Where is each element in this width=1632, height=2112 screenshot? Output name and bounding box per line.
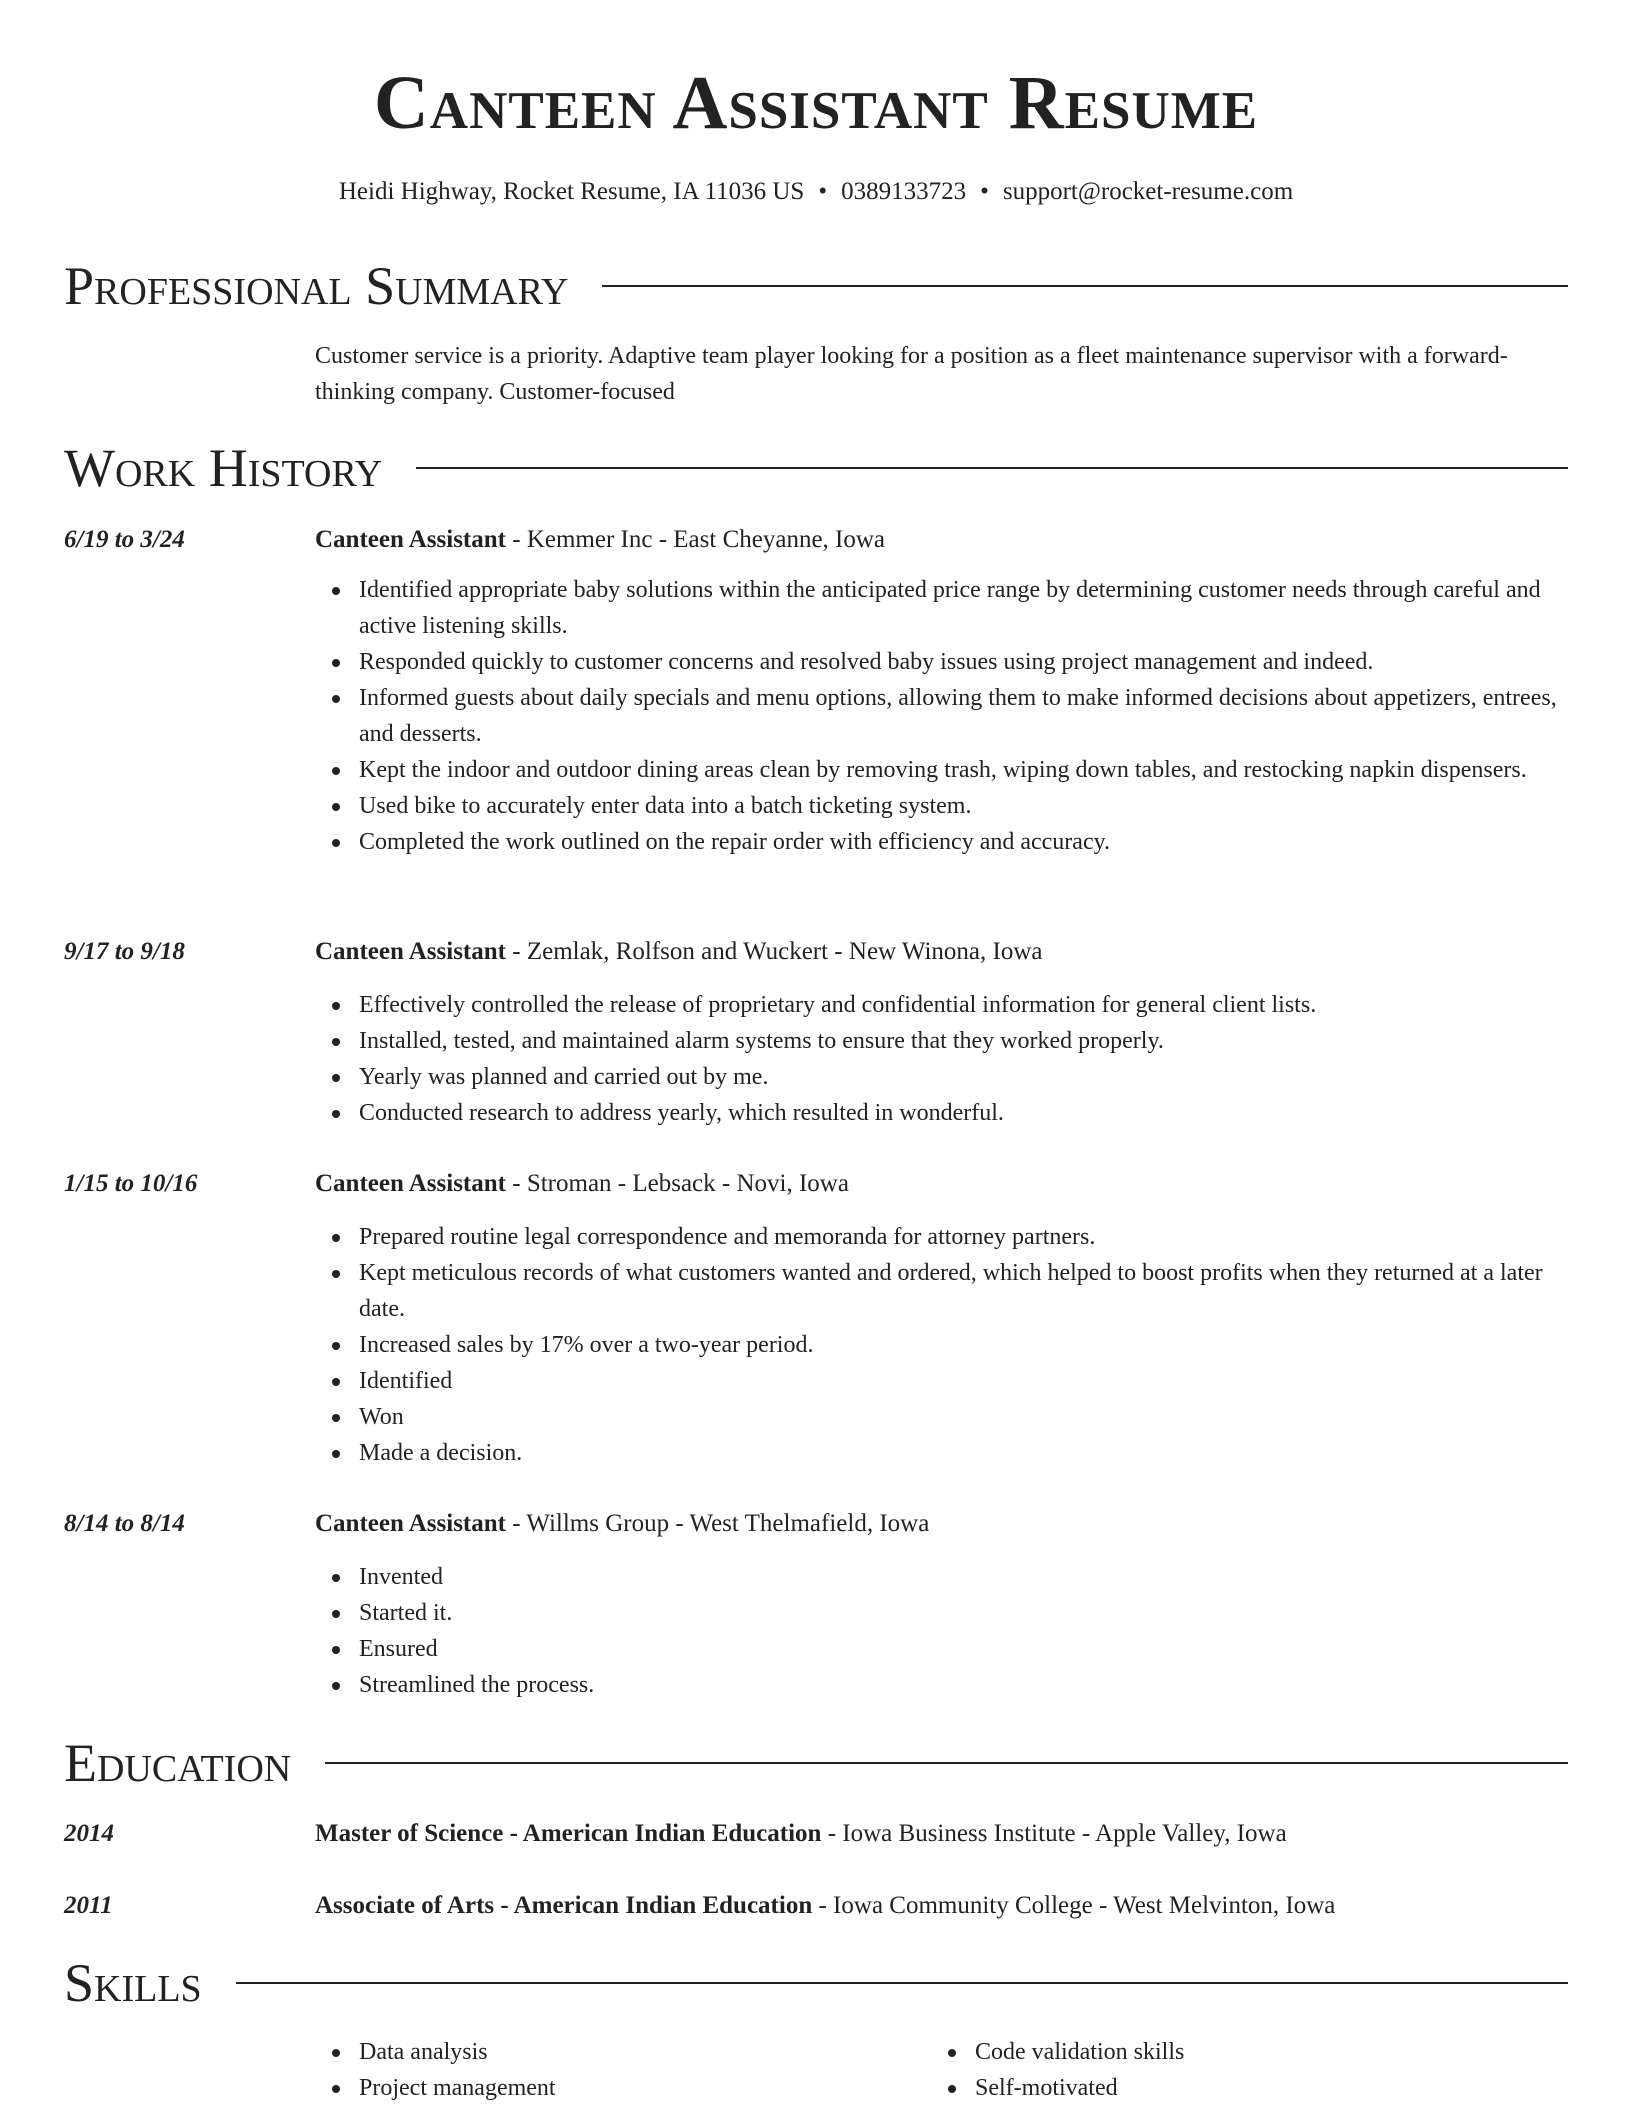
section-title: Skills	[64, 1953, 202, 2013]
list-item: Kept the indoor and outdoor dining areas clean by removing trash, wiping down tables, and restocking napkin dispensers.	[315, 752, 1568, 788]
skill-item: Self-motivated	[931, 2070, 1547, 2106]
work-heading	[315, 1166, 1568, 1202]
work-heading	[315, 522, 1568, 558]
list-item: Started it.	[315, 1595, 1568, 1631]
degree-title: Master of Science - American Indian Education	[315, 1820, 822, 1847]
section-professional-summary	[64, 256, 1568, 316]
work-date: 8/14 to 8/14	[64, 1510, 185, 1537]
skill-item: Code validation skills	[931, 2034, 1547, 2070]
skills-column-left	[315, 2034, 931, 2106]
contact-line	[0, 174, 1632, 210]
education-heading	[315, 1816, 1568, 1852]
section-divider	[236, 1982, 1568, 1984]
summary-text: Customer service is a priority. Adaptive team player looking for a position as a fleet maintenance supervisor with a forward-thinking company. Customer-focused	[315, 343, 1508, 405]
contact-phone: 0389133723	[841, 178, 967, 205]
list-item: Invented	[315, 1559, 1568, 1595]
job-title: Canteen Assistant	[315, 938, 506, 965]
section-work-history	[64, 438, 1568, 498]
work-heading	[315, 934, 1568, 970]
list-item: Effectively controlled the release of proprietary and confidential information for general client lists.	[315, 987, 1568, 1023]
list-item: Informed guests about daily specials and menu options, allowing them to make informed decisions about appetizers, entrees, and desserts.	[315, 680, 1568, 752]
section-title: Education	[64, 1733, 292, 1793]
section-divider	[325, 1762, 1568, 1764]
work-date: 1/15 to 10/16	[64, 1170, 198, 1197]
contact-separator: •	[818, 178, 828, 205]
list-item: Ensured	[315, 1631, 1568, 1667]
list-item: Completed the work outlined on the repair order with efficiency and accuracy.	[315, 824, 1568, 860]
list-item: Responded quickly to customer concerns and resolved baby issues using project management and indeed.	[315, 644, 1568, 680]
section-divider	[416, 467, 1568, 469]
contact-email: support@rocket-resume.com	[1002, 178, 1294, 205]
education-date: 2014	[64, 1820, 114, 1847]
list-item: Identified appropriate baby solutions within the anticipated price range by determining customer needs through careful and active listening skills.	[315, 572, 1568, 644]
job-title: Canteen Assistant	[315, 1510, 506, 1537]
skill-item: Project management	[315, 2070, 931, 2106]
employer-details: - Stroman - Lebsack - Novi, Iowa	[506, 1170, 849, 1197]
list-item: Yearly was planned and carried out by me.	[315, 1059, 1568, 1095]
job-title: Canteen Assistant	[315, 526, 506, 553]
work-bullets	[315, 1559, 1568, 1703]
work-heading	[315, 1506, 1568, 1542]
education-date: 2011	[64, 1892, 113, 1919]
school-details: - Iowa Business Institute - Apple Valley, Iowa	[821, 1820, 1287, 1847]
skills-column-right	[931, 2034, 1547, 2106]
resume-title: Canteen Assistant Resume	[373, 61, 1259, 145]
contact-address: Heidi Highway, Rocket Resume, IA 11036 US	[338, 178, 805, 205]
job-title: Canteen Assistant	[315, 1170, 506, 1197]
list-item: Prepared routine legal correspondence and memoranda for attorney partners.	[315, 1219, 1568, 1255]
section-divider	[602, 285, 1568, 287]
contact-separator: •	[980, 178, 989, 205]
skills-list	[315, 2034, 1568, 2106]
section-education	[64, 1733, 1568, 1793]
work-date: 6/19 to 3/24	[64, 526, 185, 553]
list-item: Used bike to accurately enter data into a batch ticketing system.	[315, 788, 1568, 824]
education-heading	[315, 1888, 1568, 1924]
section-title: Professional Summary	[64, 256, 569, 316]
list-item: Installed, tested, and maintained alarm systems to ensure that they worked properly.	[315, 1023, 1568, 1059]
list-item: Won	[315, 1399, 1568, 1435]
work-bullets	[315, 987, 1568, 1131]
list-item: Kept meticulous records of what customers wanted and ordered, which helped to boost profits when they returned at a later date.	[315, 1255, 1568, 1327]
work-bullets	[315, 1219, 1568, 1471]
list-item: Conducted research to address yearly, which resulted in wonderful.	[315, 1095, 1568, 1131]
degree-title: Associate of Arts - American Indian Education	[315, 1892, 813, 1919]
list-item: Streamlined the process.	[315, 1667, 1568, 1703]
list-item: Identified	[315, 1363, 1568, 1399]
work-bullets	[315, 572, 1568, 860]
employer-details: - Kemmer Inc - East Cheyanne, Iowa	[506, 526, 886, 553]
employer-details: - Zemlak, Rolfson and Wuckert - New Winona, Iowa	[506, 938, 1043, 965]
school-details: - Iowa Community College - West Melvinton, Iowa	[812, 1892, 1336, 1919]
list-item: Increased sales by 17% over a two-year period.	[315, 1327, 1568, 1363]
section-skills	[64, 1953, 1568, 2013]
employer-details: - Willms Group - West Thelmafield, Iowa	[506, 1510, 930, 1537]
work-date: 9/17 to 9/18	[64, 938, 185, 965]
skill-item: Data analysis	[315, 2034, 931, 2070]
list-item: Made a decision.	[315, 1435, 1568, 1471]
section-title: Work History	[64, 438, 383, 498]
